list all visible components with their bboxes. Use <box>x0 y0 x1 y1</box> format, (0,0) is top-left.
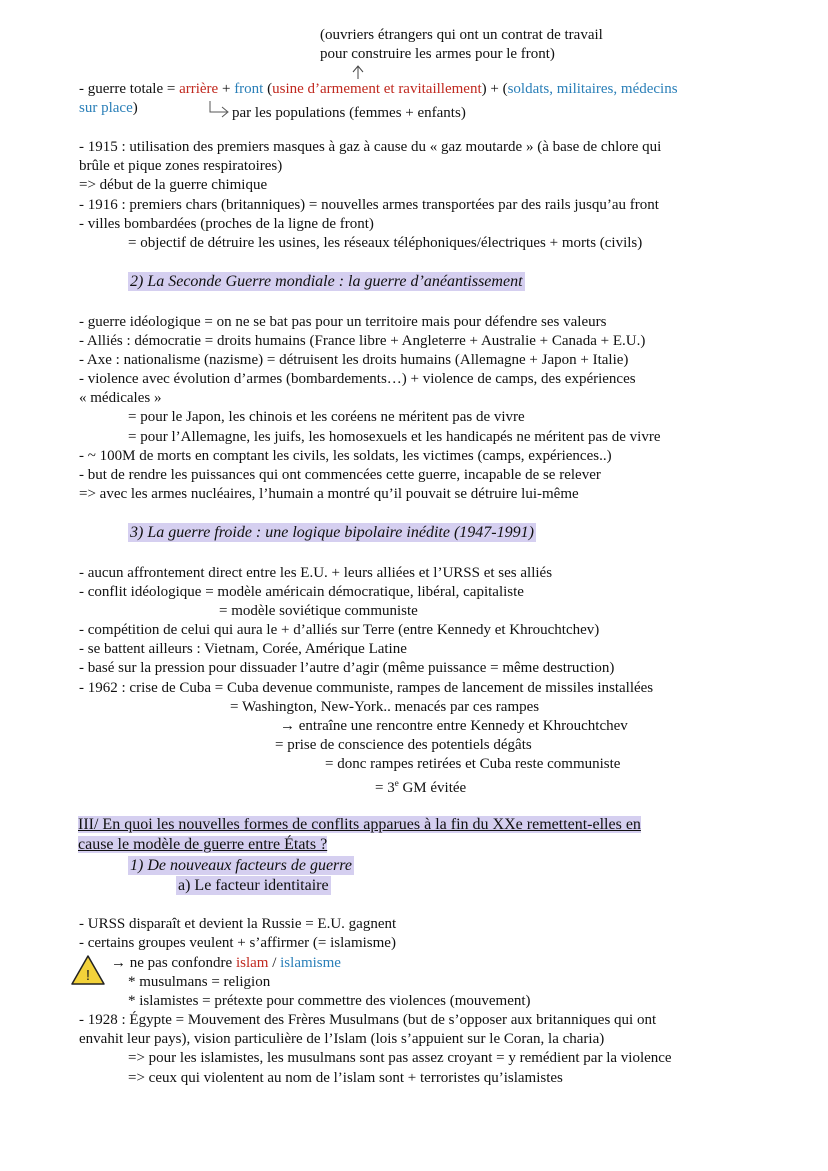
cold-war-line-10: = prise de conscience des potentiels dégâts <box>275 737 532 753</box>
paren-end: ) <box>132 100 138 116</box>
cold-war-line-12 <box>375 774 466 798</box>
identity-line-1: - URSS disparaît et devient la Russie = E.U. gagnent <box>79 916 397 932</box>
islamisme-word: islamisme <box>280 955 341 971</box>
sub-1-title: 1) De nouveaux facteurs de guerre <box>130 857 352 874</box>
plus-sign: + <box>218 81 235 97</box>
ww2-line-9: - but de rendre les puissances qui ont commencées cette guerre, incapable de se relever <box>79 467 601 483</box>
ww2-line-4: - violence avec évolution d’armes (bombardements…) + violence de camps, des expériences <box>79 371 636 387</box>
ww2-line-10: => avec les armes nucléaires, l’humain a montré qu’il pouvait se détruire lui-même <box>79 486 579 502</box>
ww1-line-4: - 1916 : premiers chars (britanniques) = nouvelles armes transportées par des rails jusqu’au front <box>79 197 659 213</box>
cold-war-line-7: - 1962 : crise de Cuba = Cuba devenue communiste, rampes de lancement de missiles installées <box>79 680 654 696</box>
ww2-line-2: - Alliés : démocratie = droits humains (France libre + Angleterre + Australie + Canada + E.U.) <box>79 333 646 349</box>
populations-text: par les populations (femmes + enfants) <box>232 105 466 121</box>
note-line-1: (ouvriers étrangers qui ont un contrat de travail <box>320 27 603 43</box>
paren-open: ( <box>263 81 273 97</box>
ww2-line-7: = pour l’Allemagne, les juifs, les homosexuels et les handicapés ne méritent pas de vivre <box>128 429 661 445</box>
sur-place-text: sur place <box>79 100 133 116</box>
ww2-line-1: - guerre idéologique = on ne se bat pas pour un territoire mais pour défendre ses valeurs <box>79 314 607 330</box>
cold-war-line-8: = Washington, New-York.. menacés par ces rampes <box>230 699 540 715</box>
identity-line-7: envahit leur pays), vision particulière de l’Islam (lois s’appuient sur le Coran, la charia) <box>79 1031 605 1047</box>
guerre-totale-prefix: - guerre totale = <box>79 81 180 97</box>
ww2-line-5: « médicales » <box>79 390 162 406</box>
ww1-line-3: => début de la guerre chimique <box>79 177 268 193</box>
cold-war-line-5: - se battent ailleurs : Vietnam, Corée, Amérique Latine <box>79 641 407 657</box>
note-line-2: pour construire les armes pour le front) <box>320 46 555 62</box>
identity-line-5: * islamistes = prétexte pour commettre des violences (mouvement) <box>128 993 531 1009</box>
warning-icon <box>70 954 106 986</box>
identity-line-2: - certains groupes veulent + s’affirmer (= islamisme) <box>79 935 396 951</box>
front-word: front <box>234 81 264 97</box>
arriere-word: arrière <box>179 81 219 97</box>
section-2-title: 2) La Seconde Guerre mondiale : la guerre d’anéantissement <box>130 273 523 290</box>
ww2-line-3: - Axe : nationalisme (nazisme) = détruisent les droits humains (Allemagne + Japon + Italie) <box>79 352 629 368</box>
ww1-line-5: - villes bombardées (proches de la ligne de front) <box>79 216 374 232</box>
ww1-line-2: brûle et pique zones respiratoires) <box>79 158 283 174</box>
cold-war-line-4: - compétition de celui qui aura le + d’alliés sur Terre (entre Kennedy et Khrouchtchev) <box>79 622 600 638</box>
part-3-title-line-1: III/ En quoi les nouvelles formes de conflits apparues à la fin du XXe remettent-elles en <box>78 816 641 833</box>
cold-war-line-1: - aucun affrontement direct entre les E.U. + leurs alliées et l’URSS et ses alliés <box>79 565 553 581</box>
sub-1a-title: a) Le facteur identitaire <box>178 877 329 894</box>
section-3-title: 3) La guerre froide : une logique bipolaire inédite (1947-1991) <box>130 524 534 541</box>
identity-line-4: * musulmans = religion <box>128 974 271 990</box>
guerre-totale-line <box>79 80 678 99</box>
up-arrow-icon <box>350 64 366 80</box>
superscript-e: e <box>394 778 399 788</box>
identity-line-9: => ceux qui violentent au nom de l’islam sont + terroristes qu’islamistes <box>128 1070 563 1086</box>
ww1-line-1: - 1915 : utilisation des premiers masques à gaz à cause du « gaz moutarde » (à base de chlore qui <box>79 139 662 155</box>
warning-mark: ! <box>85 967 91 984</box>
ne-pas-confondre: → ne pas confondre <box>111 955 236 971</box>
cold-war-line-9: → entraîne une rencontre entre Kennedy et Khrouchtchev <box>280 718 628 734</box>
cold-war-line-2: - conflit idéologique = modèle américain démocratique, libéral, capitaliste <box>79 584 524 600</box>
part-3-title <box>78 815 722 855</box>
sur-place-line <box>79 99 138 118</box>
paren-close: ) + ( <box>481 81 508 97</box>
cold-war-line-6: - basé sur la pression pour dissuader l’autre d’agir (même puissance = même destruction) <box>79 660 615 676</box>
part-3-title-line-2: cause le modèle de guerre entre États ? <box>78 836 328 853</box>
cold-war-line-3: = modèle soviétique communiste <box>219 603 418 619</box>
soldats-text: soldats, militaires, médecins <box>507 81 678 97</box>
identity-line-8: => pour les islamistes, les musulmans sont pas assez croyant = y remédient par la violence <box>128 1050 672 1066</box>
third-gm-eq: = 3 <box>375 780 395 796</box>
ww1-line-6: = objectif de détruire les usines, les réseaux téléphoniques/électriques + morts (civils) <box>128 235 643 251</box>
ww2-line-8: - ~ 100M de morts en comptant les civils, les soldats, les victimes (camps, expériences..) <box>79 448 612 464</box>
gm-evitee: GM évitée <box>398 780 467 796</box>
usine-text: usine d’armement et ravitaillement <box>272 81 482 97</box>
identity-line-6: - 1928 : Égypte = Mouvement des Frères Musulmans (but de s’opposer aux britanniques qui ont <box>79 1012 657 1028</box>
cold-war-line-11: = donc rampes retirées et Cuba reste communiste <box>325 756 621 772</box>
identity-line-3 <box>111 954 341 973</box>
slash: / <box>268 955 281 971</box>
turn-arrow-icon <box>207 100 231 120</box>
ww2-line-6: = pour le Japon, les chinois et les coréens ne méritent pas de vivre <box>128 409 525 425</box>
islam-word: islam <box>235 955 269 971</box>
